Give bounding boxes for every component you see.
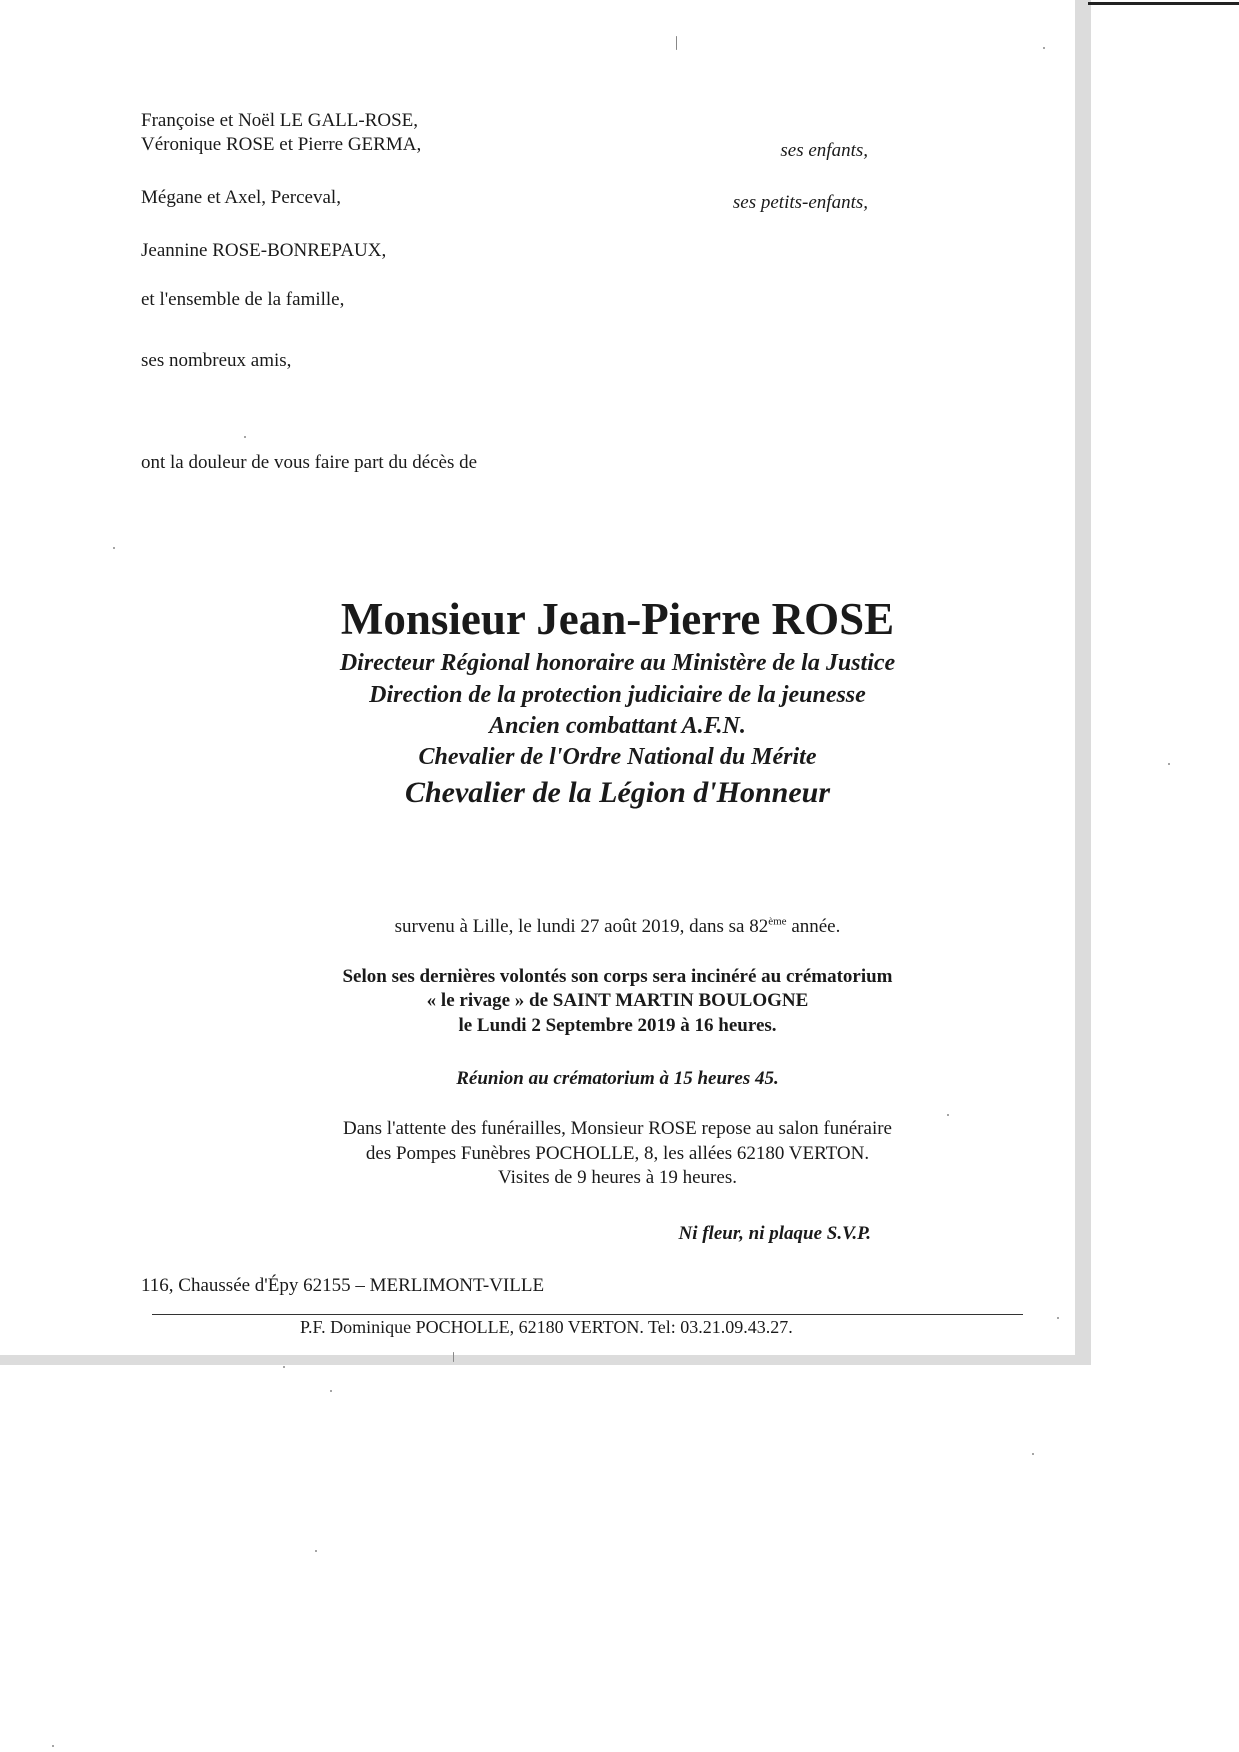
children-role: ses enfants, (780, 140, 868, 161)
scan-speck (283, 1366, 285, 1368)
scan-speck (947, 1114, 949, 1116)
footer-divider (152, 1314, 1023, 1315)
scan-speck (1168, 763, 1170, 765)
scan-edge-line (1088, 2, 1239, 5)
scan-speck (244, 436, 246, 438)
grandchildren-line: Mégane et Axel, Perceval, (141, 187, 341, 208)
grandchildren-role: ses petits-enfants, (732, 192, 868, 213)
visitation-line-3: Visites de 9 heures à 19 heures. (498, 1167, 737, 1188)
ceremony-line-2: « le rivage » de SAINT MARTIN BOULOGNE (426, 990, 809, 1011)
ceremony-line-3: le Lundi 2 Septembre 2019 à 16 heures. (458, 1015, 777, 1036)
scan-speck (113, 547, 115, 549)
family-line: et l'ensemble de la famille, (141, 289, 345, 310)
death-text: survenu à Lille, le lundi 27 août 2019, dans sa 82 (394, 916, 769, 937)
funeral-home-line: P.F. Dominique POCHOLLE, 62180 VERTON. Tel: 03.21.09.43.27. (300, 1317, 793, 1337)
deceased-title-3: Ancien combattant A.F.N. (489, 713, 746, 739)
deceased-name: Monsieur Jean-Pierre ROSE (340, 594, 895, 644)
scan-mark (453, 1352, 454, 1362)
friends-line: ses nombreux amis, (141, 350, 292, 371)
death-text-end: année. (786, 916, 841, 937)
scan-speck (330, 1390, 332, 1392)
scan-speck (1057, 1317, 1059, 1319)
relative-line: Jeannine ROSE-BONREPAUX, (141, 240, 387, 261)
children-line-2: Véronique ROSE et Pierre GERMA, (141, 134, 422, 155)
deceased-title-4: Chevalier de l'Ordre National du Mérite (418, 744, 817, 770)
announcement-line: ont la douleur de vous faire part du décès de (141, 452, 478, 473)
scan-speck (52, 1745, 54, 1747)
ceremony-line-1: Selon ses dernières volontés son corps sera incinéré au crématorium (342, 966, 893, 987)
death-ordinal: ème (768, 915, 787, 928)
scan-mark (676, 36, 677, 50)
no-flowers-note: Ni fleur, ni plaque S.V.P. (678, 1223, 871, 1244)
meeting-line: Réunion au crématorium à 15 heures 45. (456, 1068, 779, 1089)
children-line-1: Françoise et Noël LE GALL-ROSE, (141, 110, 419, 131)
family-address: 116, Chaussée d'Épy 62155 – MERLIMONT-VILLE (141, 1275, 545, 1296)
deceased-title-1: Directeur Régional honoraire au Ministère de la Justice (339, 650, 896, 676)
visitation-line-2: des Pompes Funèbres POCHOLLE, 8, les allées 62180 VERTON. (365, 1143, 870, 1164)
scan-speck (315, 1550, 317, 1552)
deceased-title-2: Direction de la protection judiciaire de la jeunesse (369, 682, 866, 708)
visitation-line-1: Dans l'attente des funérailles, Monsieur ROSE repose au salon funéraire (343, 1118, 892, 1139)
scan-speck (1032, 1453, 1034, 1455)
scan-speck (1043, 47, 1045, 49)
deceased-honor: Chevalier de la Légion d'Honneur (404, 776, 830, 809)
death-statement (0, 916, 1235, 938)
